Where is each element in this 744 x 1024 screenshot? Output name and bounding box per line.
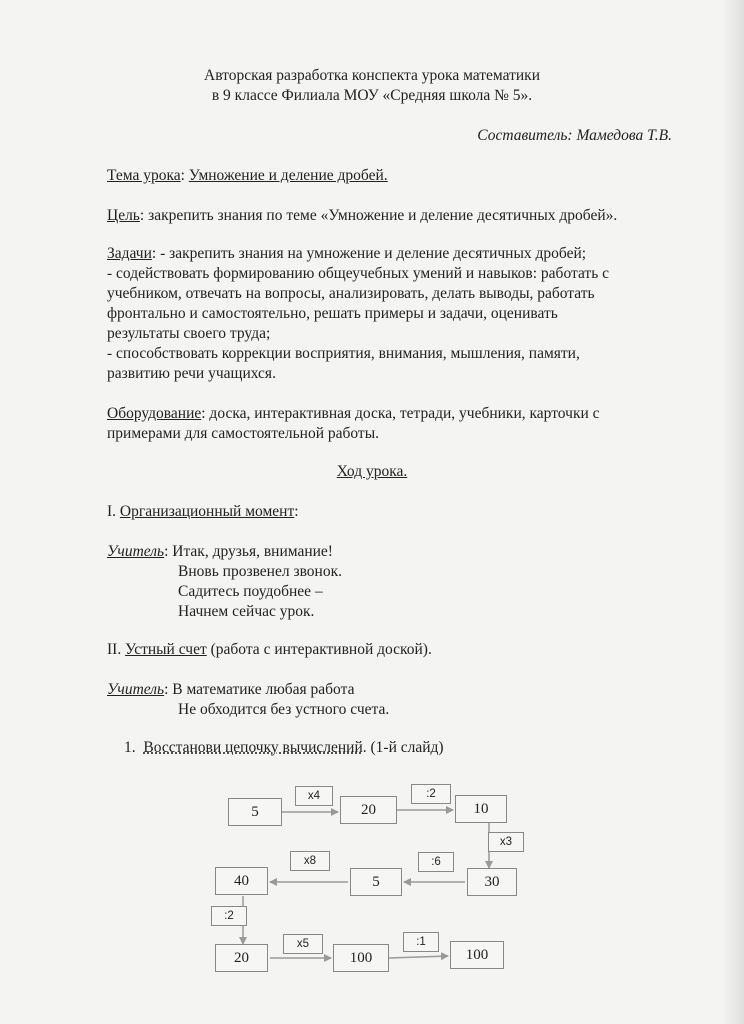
teacher-1-text-1: : Итак, друзья, внимание! <box>164 543 333 560</box>
chain-box-3: 10 <box>455 795 507 823</box>
chain-box-1: 5 <box>228 798 282 826</box>
chain-op-7: x5 <box>283 934 323 954</box>
teacher-2-speaker: Учитель <box>107 681 165 698</box>
chain-box-5: 5 <box>350 868 402 896</box>
topic-value: Умножение и деление дробей. <box>188 167 388 184</box>
tasks-line-4: фронтально и самостоятельно, решать примеры и задачи, оценивать <box>107 305 558 322</box>
author-line: Составитель: Мамедова Т.В. <box>477 127 672 144</box>
teacher-1-line-4: Начнем сейчас урок. <box>178 603 315 620</box>
chain-op-3: x3 <box>488 832 524 852</box>
teacher-1-line-3: Садитесь поудобнее – <box>178 583 323 600</box>
chain-op-5: x8 <box>290 851 330 871</box>
goal-label: Цель <box>107 207 140 224</box>
header-line-1: Авторская разработка конспекта урока математики <box>204 67 540 84</box>
tasks-line-2: - содействовать формированию общеучебных умений и навыков: работать с <box>107 265 610 282</box>
equipment-line-2: примерами для самостоятельной работы. <box>107 425 379 442</box>
section-1-numeral: I. <box>107 503 120 520</box>
goal-text: : закрепить знания по теме «Умножение и деление десятичных дробей». <box>139 207 618 224</box>
chain-op-1: x4 <box>295 786 333 806</box>
chain-box-9: 100 <box>450 941 504 969</box>
topic-label: Тема урока <box>107 167 181 184</box>
tasks-line-7: развитию речи учащихся. <box>107 365 276 382</box>
header-line-2: в 9 классе Филиала МОУ «Средняя школа № 5». <box>211 87 533 104</box>
topic-sep: : <box>180 167 189 184</box>
arrow-8 <box>389 956 448 958</box>
teacher-1-speaker: Учитель <box>107 543 165 560</box>
section-2-numeral: II. <box>107 641 126 658</box>
section-2-rest: (работа с интерактивной доской). <box>206 641 432 658</box>
item-1-number: 1. <box>124 739 136 756</box>
tasks-line-3: учебником, отвечать на вопросы, анализировать, делать выводы, работать <box>107 285 595 302</box>
chain-op-2: :2 <box>411 784 451 804</box>
teacher-2-line-2: Не обходится без устного счета. <box>178 701 390 718</box>
tasks-text-1: : - закрепить знания на умножение и деление десятичных дробей; <box>151 245 587 262</box>
tasks-line-6: - способствовать коррекции восприятия, внимания, мышления, памяти, <box>107 345 580 362</box>
chain-box-2: 20 <box>340 796 397 824</box>
chain-op-6: :2 <box>211 906 247 926</box>
equipment-label: Оборудование <box>107 405 202 422</box>
chain-op-8: :1 <box>403 932 439 952</box>
section-1-colon: : <box>294 503 299 520</box>
chain-box-7: 20 <box>215 944 268 972</box>
equipment-text-1: : доска, интерактивная доска, тетради, учебники, карточки с <box>201 405 600 422</box>
tasks-label: Задачи <box>107 245 152 262</box>
course-title: Ход урока. <box>336 463 408 480</box>
chain-op-4: :6 <box>418 852 454 872</box>
chain-box-6: 40 <box>215 867 268 895</box>
chain-box-8: 100 <box>333 944 389 972</box>
teacher-1-line-2: Вновь прозвенел звонок. <box>178 563 342 580</box>
item-1-rest: . (1-й слайд) <box>362 739 444 756</box>
chain-box-4: 30 <box>467 868 517 896</box>
section-1-title: Организационный момент <box>119 503 295 520</box>
section-2-title: Устный счет <box>125 641 207 658</box>
teacher-2-text-1: : В математике любая работа <box>164 681 355 698</box>
item-1-title: Восстанови цепочку вычислений <box>143 739 363 756</box>
tasks-line-5: результаты своего труда; <box>107 325 271 342</box>
